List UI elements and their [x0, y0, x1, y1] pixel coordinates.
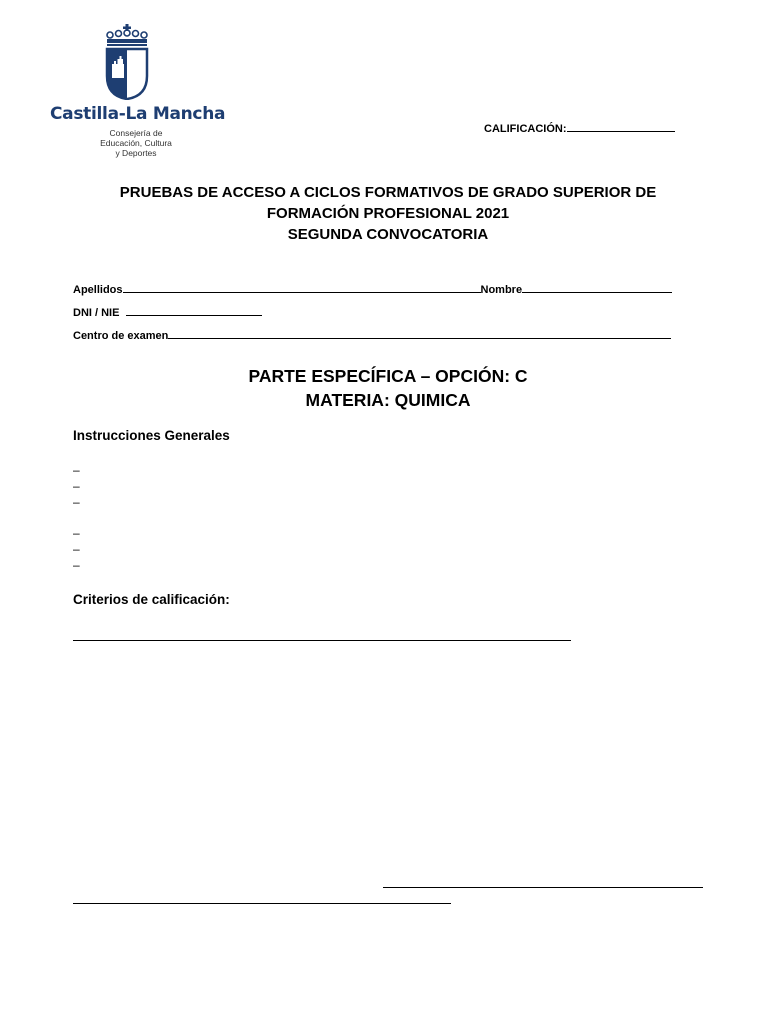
instruction-dash: –: [73, 526, 80, 540]
nombre-label: Nombre: [480, 284, 523, 296]
logo-sub-line: y Deportes: [115, 148, 157, 158]
instruction-dash: –: [73, 542, 80, 556]
parte-especifica-title: [60, 364, 716, 412]
apellidos-blank[interactable]: [123, 283, 481, 293]
calificacion-label: CALIFICACIÓN:: [484, 123, 567, 135]
calificacion-field: [484, 121, 675, 135]
crown-shield-icon: [104, 24, 150, 100]
centro-row: [73, 329, 671, 342]
logo-sub-line: Consejería de: [109, 128, 163, 138]
header-line: SEGUNDA CONVOCATORIA: [287, 226, 489, 243]
header-line: FORMACIÓN PROFESIONAL 2021: [266, 205, 510, 222]
instrucciones-title: Instrucciones Generales: [73, 428, 230, 443]
dni-blank[interactable]: [126, 306, 262, 316]
apellidos-label: Apellidos: [73, 284, 123, 296]
centro-label: Centro de examen: [73, 330, 169, 342]
apellidos-nombre-row: [73, 283, 672, 296]
instruction-dash: –: [73, 558, 80, 572]
dni-label: DNI / NIE: [73, 307, 120, 319]
instruction-dash: –: [73, 463, 80, 477]
nombre-blank[interactable]: [522, 283, 672, 293]
parte-line: PARTE ESPECÍFICA – OPCIÓN: C: [248, 366, 528, 386]
signature-line: [383, 887, 703, 888]
calificacion-blank[interactable]: [567, 121, 675, 132]
instruction-dash: –: [73, 479, 80, 493]
instruction-dash: –: [73, 495, 80, 509]
logo-name: Castilla-La Mancha: [50, 104, 226, 124]
centro-blank[interactable]: [168, 329, 671, 339]
criterios-title: Criterios de calificación:: [73, 592, 230, 607]
logo-sub-line: Educación, Cultura: [100, 138, 172, 148]
divider-line: [73, 640, 571, 641]
dni-row: [73, 306, 262, 319]
castilla-la-mancha-logo: [50, 24, 226, 164]
divider-line: [73, 903, 451, 904]
logo-subtitle: [86, 128, 186, 158]
exam-header: [60, 182, 716, 245]
materia-line: MATERIA: QUIMICA: [305, 390, 471, 410]
header-line: PRUEBAS DE ACCESO A CICLOS FORMATIVOS DE GRADO SUPERIOR DE: [119, 184, 657, 201]
